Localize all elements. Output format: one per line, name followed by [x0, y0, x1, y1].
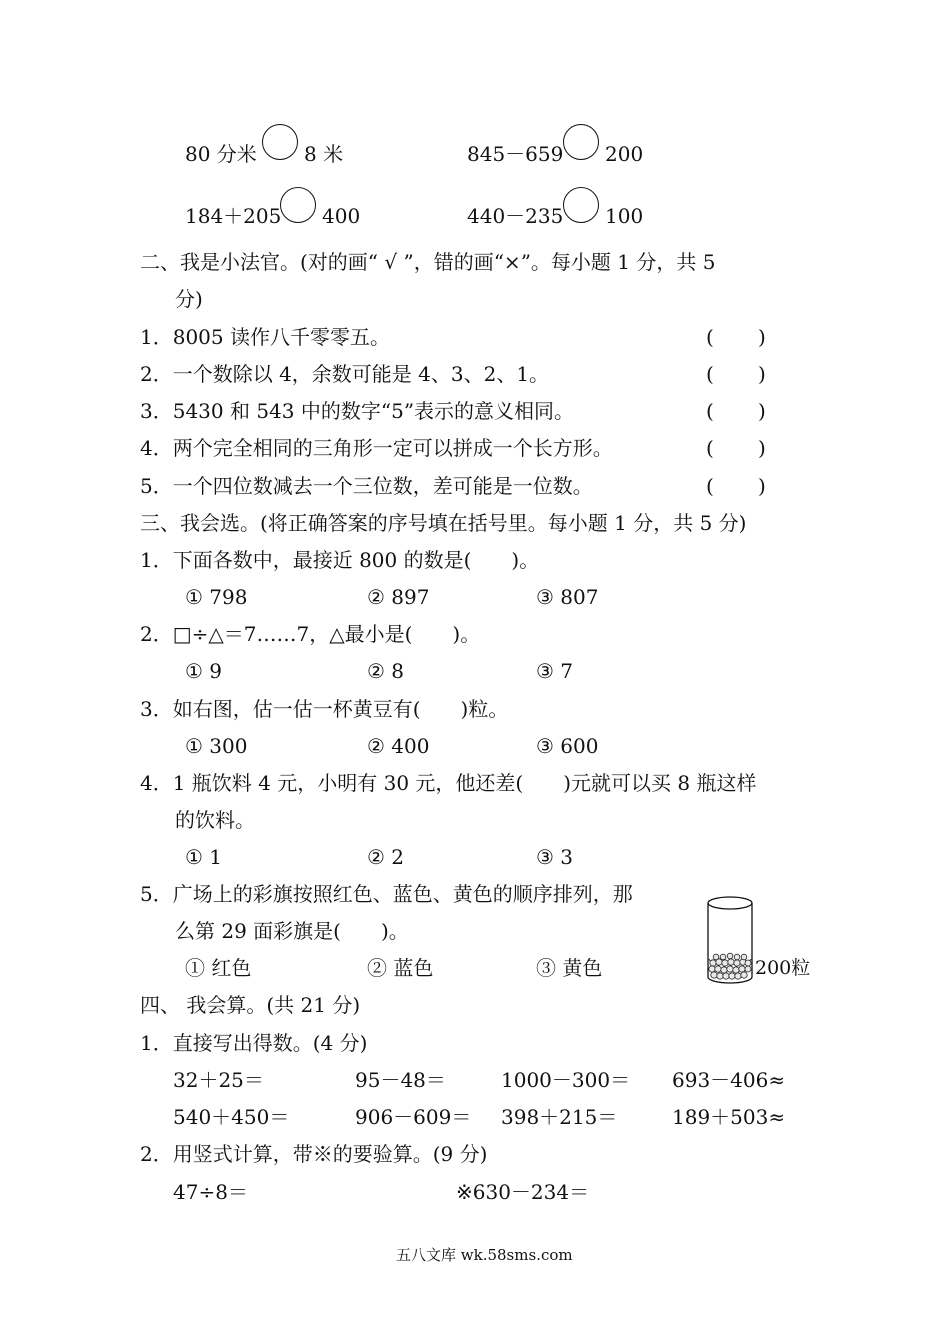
- compare-2b-right: 100: [605, 204, 644, 228]
- answer-parentheses[interactable]: ( ): [706, 436, 766, 460]
- choice-q4-option-3: ③ 3: [536, 845, 574, 869]
- calc-q2-title: 2．用竖式计算，带※的要验算。(9 分): [140, 1142, 488, 1166]
- calc-item: 906－609＝: [355, 1105, 472, 1129]
- judge-item-4: 4．两个完全相同的三角形一定可以拼成一个长方形。: [140, 436, 613, 460]
- answer-parentheses[interactable]: ( ): [706, 325, 766, 349]
- answer-circle[interactable]: [262, 124, 298, 160]
- compare-1a-right: 8 米: [304, 142, 344, 166]
- answer-circle[interactable]: [280, 187, 316, 223]
- choice-q4-cont: 的饮料。: [175, 808, 255, 832]
- judge-item-2: 2．一个数除以 4，余数可能是 4、3、2、1。: [140, 362, 550, 386]
- choice-q5-cont: 么第 29 面彩旗是( )。: [175, 919, 409, 943]
- answer-circle[interactable]: [563, 187, 599, 223]
- judge-item-5: 5．一个四位数减去一个三位数，差可能是一位数。: [140, 474, 593, 498]
- compare-1b-right: 200: [605, 142, 644, 166]
- calc-item: 693－406≈: [672, 1068, 786, 1092]
- bean-jar-illustration: [700, 893, 760, 988]
- footer-watermark: 五八文库 wk.58sms.com: [396, 1246, 573, 1264]
- section-2-title-cont: 分): [175, 287, 203, 311]
- choice-q5-option-2: ② 蓝色: [367, 956, 434, 980]
- choice-q4: 4．1 瓶饮料 4 元，小明有 30 元，他还差( )元就可以买 8 瓶这样: [140, 771, 757, 795]
- choice-q3-option-2: ② 400: [367, 734, 430, 758]
- jar-label: 200粒: [755, 957, 811, 979]
- choice-q1-option-3: ③ 807: [536, 585, 599, 609]
- choice-q1-option-2: ② 897: [367, 585, 430, 609]
- choice-q4-option-1: ① 1: [185, 845, 223, 869]
- choice-q5-option-3: ③ 黄色: [536, 956, 603, 980]
- answer-circle[interactable]: [563, 124, 599, 160]
- calc-item: 32＋25＝: [173, 1068, 264, 1092]
- choice-q3: 3．如右图，估一估一杯黄豆有( )粒。: [140, 697, 509, 721]
- section-4-title: 四、 我会算。(共 21 分): [140, 993, 361, 1017]
- calc-item: 95－48＝: [355, 1068, 446, 1092]
- choice-q1-option-1: ① 798: [185, 585, 248, 609]
- compare-2a-right: 400: [322, 204, 361, 228]
- answer-parentheses[interactable]: ( ): [706, 399, 766, 423]
- choice-q2-option-2: ② 8: [367, 659, 405, 683]
- judge-item-1: 1．8005 读作八千零零五。: [140, 325, 390, 349]
- calc-item: 1000－300＝: [501, 1068, 631, 1092]
- calc-item: 189＋503≈: [672, 1105, 786, 1129]
- calc-item: 398＋215＝: [501, 1105, 618, 1129]
- compare-1a-left: 80 分米: [185, 142, 257, 166]
- choice-q5-option-1: ① 红色: [185, 956, 252, 980]
- section-2-title: 二、我是小法官。(对的画“ √ ”，错的画“×”。每小题 1 分，共 5: [140, 250, 716, 274]
- answer-parentheses[interactable]: ( ): [706, 474, 766, 498]
- choice-q5: 5．广场上的彩旗按照红色、蓝色、黄色的顺序排列，那: [140, 882, 633, 906]
- vertical-calc-a: 47÷8＝: [173, 1180, 248, 1204]
- choice-q1: 1．下面各数中，最接近 800 的数是( )。: [140, 548, 540, 572]
- choice-q4-option-2: ② 2: [367, 845, 405, 869]
- choice-q2-option-3: ③ 7: [536, 659, 574, 683]
- calc-item: 540＋450＝: [173, 1105, 290, 1129]
- answer-parentheses[interactable]: ( ): [706, 362, 766, 386]
- section-3-title: 三、我会选。(将正确答案的序号填在括号里。每小题 1 分，共 5 分): [140, 511, 747, 535]
- compare-2b-left: 440－235: [467, 204, 564, 228]
- calc-q1-title: 1．直接写出得数。(4 分): [140, 1031, 368, 1055]
- choice-q2-option-1: ① 9: [185, 659, 223, 683]
- compare-1b-left: 845－659: [467, 142, 564, 166]
- choice-q3-option-3: ③ 600: [536, 734, 599, 758]
- choice-q3-option-1: ① 300: [185, 734, 248, 758]
- choice-q2: 2．□÷△＝7……7，△最小是( )。: [140, 622, 481, 646]
- vertical-calc-b: ※630－234＝: [456, 1180, 590, 1204]
- judge-item-3: 3．5430 和 543 中的数字“5”表示的意义相同。: [140, 399, 575, 423]
- compare-2a-left: 184＋205: [185, 204, 282, 228]
